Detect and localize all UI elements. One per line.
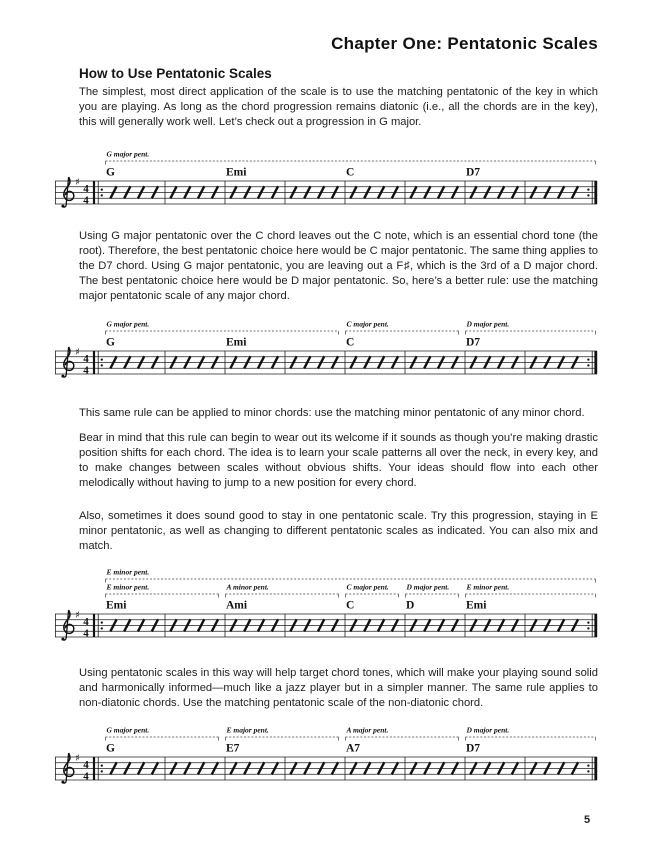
chord-symbol: D7: [466, 166, 481, 179]
chord-symbol: Ami: [226, 599, 248, 612]
repeat-dot: [587, 764, 589, 766]
page-number: 5: [584, 814, 591, 826]
repeat-dot: [101, 621, 103, 623]
pentatonic-bracket-label: A major pent.: [346, 726, 389, 735]
repeat-dot: [587, 188, 589, 190]
chord-symbol: Emi: [226, 166, 247, 179]
music-example-4: [55, 726, 600, 798]
pentatonic-bracket-label: G major pent.: [106, 726, 150, 735]
repeat-dot: [101, 358, 103, 360]
chord-symbol: C: [346, 336, 355, 349]
chord-symbol: C: [346, 599, 355, 612]
staff-notation-svg: [55, 150, 600, 217]
pentatonic-bracket-label: E minor pent.: [106, 568, 150, 577]
time-signature-top: 4: [83, 758, 89, 771]
section-heading: How to Use Pentatonic Scales: [79, 66, 272, 81]
pentatonic-bracket-label: E minor pent.: [106, 582, 150, 592]
key-signature-sharp-icon: ♯: [75, 609, 80, 621]
time-signature-top: 4: [83, 182, 89, 195]
time-signature-top: 4: [83, 352, 89, 365]
staff-notation-svg: [55, 568, 600, 650]
key-signature-sharp-icon: ♯: [75, 176, 80, 188]
music-example-3: [55, 568, 600, 655]
chord-symbol: D7: [466, 336, 481, 349]
repeat-dot: [587, 621, 589, 623]
repeat-dot: [101, 764, 103, 766]
time-signature-bottom: 4: [83, 627, 89, 640]
pentatonic-bracket-label: E minor pent.: [466, 582, 510, 592]
paragraph-4: Bear in mind that this rule can begin to wear out its welcome if it sounds as though you’re making drastic position shifts for each chord. The idea is to learn your scale patterns all over the neck, in every key, and to make changes between scales without obvious shifts. Your ideas should flow into each other melodically without having to jump to a new position for every chord.: [79, 432, 598, 489]
repeat-dot: [587, 770, 589, 772]
pentatonic-bracket-label: D major pent.: [406, 582, 450, 592]
repeat-dot: [101, 188, 103, 190]
paragraph-6: Using pentatonic scales in this way will help target chord tones, which will make your playing sound solid and harmonically informed—much like a jazz player but in a simpler manner. The same rule applies to non-diatonic chords. Use the matching pentatonic scale of the non-diatonic chord.: [79, 667, 598, 709]
repeat-dot: [587, 364, 589, 366]
repeat-dot: [587, 194, 589, 196]
repeat-dot: [101, 194, 103, 196]
repeat-dot: [587, 358, 589, 360]
paragraph-1: The simplest, most direct application of the scale is to use the matching pentatonic of the key in which you are playing. As long as the chord progression remains diatonic (i.e., all the chords are in the key), this will generally work well. Let’s check out a progression in G major.: [79, 86, 598, 128]
pentatonic-bracket-label: G major pent.: [106, 320, 150, 329]
time-signature-bottom: 4: [83, 364, 89, 377]
time-signature-top: 4: [83, 615, 89, 628]
repeat-dot: [101, 364, 103, 366]
key-signature-sharp-icon: ♯: [75, 346, 80, 358]
repeat-dot: [101, 770, 103, 772]
chord-symbol: Emi: [466, 599, 487, 612]
key-signature-sharp-icon: ♯: [75, 752, 80, 764]
chord-symbol: D: [406, 599, 415, 612]
pentatonic-bracket-label: G major pent.: [106, 150, 150, 159]
chord-symbol: C: [346, 166, 355, 179]
pentatonic-bracket-label: D major pent.: [466, 320, 510, 329]
pentatonic-bracket-label: E major pent.: [226, 726, 269, 735]
time-signature-bottom: 4: [83, 194, 89, 207]
chord-symbol: D7: [466, 742, 481, 755]
chapter-title: Chapter One: Pentatonic Scales: [331, 34, 598, 53]
chord-symbol: G: [106, 742, 115, 755]
chord-symbol: E7: [226, 742, 240, 755]
chord-symbol: A7: [346, 742, 361, 755]
chord-symbol: G: [106, 166, 115, 179]
time-signature-bottom: 4: [83, 770, 89, 783]
paragraph-2: Using G major pentatonic over the C chord leaves out the C note, which is an essential chord tone (the root). Therefore, the best pentatonic choice here would be C major pentatonic. The same thing applies to the D7 chord. Using G major pentatonic, you are leaving out a F♯, which is the 3rd of a D major chord. The best pentatonic choice here would be D major pentatonic. So, here’s a better rule: use the matching major pentatonic scale of any major chord.: [79, 230, 598, 302]
pentatonic-bracket-label: D major pent.: [466, 726, 510, 735]
repeat-dot: [587, 627, 589, 629]
music-example-1: [55, 150, 600, 222]
chord-symbol: Emi: [106, 599, 127, 612]
chord-symbol: G: [106, 336, 115, 349]
chord-symbol: Emi: [226, 336, 247, 349]
pentatonic-bracket-label: C major pent.: [346, 582, 389, 592]
staff-notation-svg: [55, 320, 600, 387]
pentatonic-bracket-label: A minor pent.: [226, 582, 269, 592]
paragraph-5: Also, sometimes it does sound good to stay in one pentatonic scale. Try this progression, staying in E minor pentatonic, as well as changing to different pentatonic scales as indicated. You can also mix and match.: [79, 510, 598, 552]
paragraph-3: This same rule can be applied to minor chords: use the matching minor pentatonic of any minor chord.: [79, 407, 585, 419]
pentatonic-bracket-label: C major pent.: [346, 320, 389, 329]
music-example-2: [55, 320, 600, 392]
staff-notation-svg: [55, 726, 600, 793]
repeat-dot: [101, 627, 103, 629]
